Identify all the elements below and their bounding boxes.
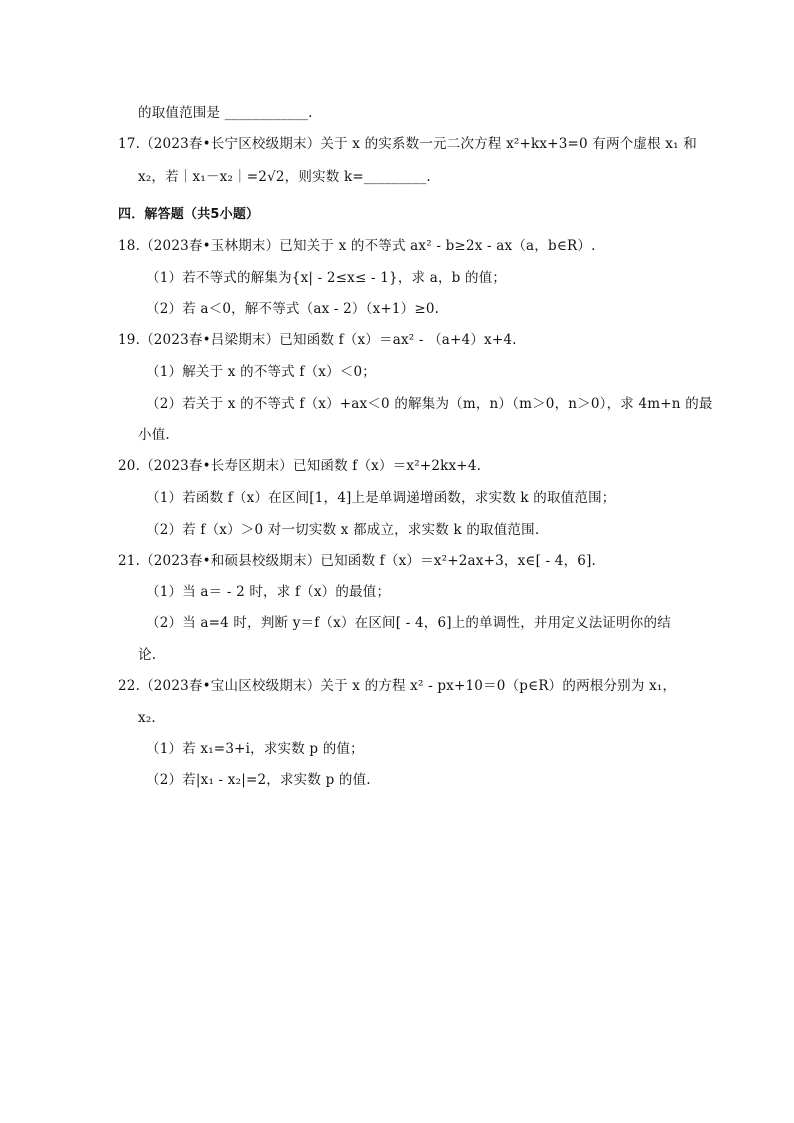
q19-part2: （2）若关于 x 的不等式 f（x）+ax＜0 的解集为（m，n）（m＞0，n＞0），求 4m+n 的最 — [146, 396, 713, 412]
q17-line1: 17.（2023春•长宁区校级期末）关于 x 的实系数一元二次方程 x²+kx+3=0 有两个虚根 x₁ 和 — [118, 136, 697, 152]
q22-part2: （2）若|x₁ - x₂|=2，求实数 p 的值. — [146, 772, 371, 788]
q19-part2-cont: 小值. — [138, 427, 170, 443]
q17-line2: x₂，若｜x₁－x₂｜=2√2，则实数 k=_________. — [138, 169, 431, 185]
q20-part1: （1）若函数 f（x）在区间[1，4]上是单调递增函数，求实数 k 的取值范围； — [146, 490, 616, 506]
q22-part1: （1）若 x₁=3+i，求实数 p 的值； — [146, 741, 364, 757]
q22-stem-cont: x₂. — [138, 710, 156, 726]
q22-stem: 22.（2023春•宝山区校级期末）关于 x 的方程 x² - px+10＝0（p∈R）的两根分别为 x₁， — [118, 678, 677, 694]
q21-stem: 21.（2023春•和硕县校级期末）已知函数 f（x）＝x²+2ax+3，x∈[ - 4，6]. — [118, 553, 597, 569]
q16-tail: 的取值范围是 ____________. — [138, 105, 313, 121]
section-heading: 四．解答题（共5小题） — [118, 207, 260, 222]
q20-stem: 20.（2023春•长寿区期末）已知函数 f（x）＝x²+2kx+4. — [118, 458, 482, 474]
q21-part2-cont: 论. — [138, 647, 157, 663]
q21-part2: （2）当 a=4 时，判断 y＝f（x）在区间[ - 4，6]上的单调性，并用定义法证明你的结 — [146, 615, 671, 631]
q19-stem: 19.（2023春•吕梁期末）已知函数 f（x）＝ax² - （a+4）x+4. — [118, 332, 517, 348]
q18-stem: 18.（2023春•玉林期末）已知关于 x 的不等式 ax² - b≥2x - ax（a，b∈R）. — [118, 238, 596, 254]
q19-part1: （1）解关于 x 的不等式 f（x）＜0； — [146, 364, 376, 380]
q21-part1: （1）当 a＝ - 2 时，求 f（x）的最值； — [146, 584, 391, 600]
q20-part2: （2）若 f（x）＞0 对一切实数 x 都成立，求实数 k 的取值范围. — [146, 522, 540, 538]
q18-part2: （2）若 a＜0，解不等式（ax - 2）（x+1）≥0. — [146, 301, 440, 317]
q18-part1: （1）若不等式的解集为{x| - 2≤x≤ - 1}，求 a，b 的值； — [146, 270, 507, 286]
